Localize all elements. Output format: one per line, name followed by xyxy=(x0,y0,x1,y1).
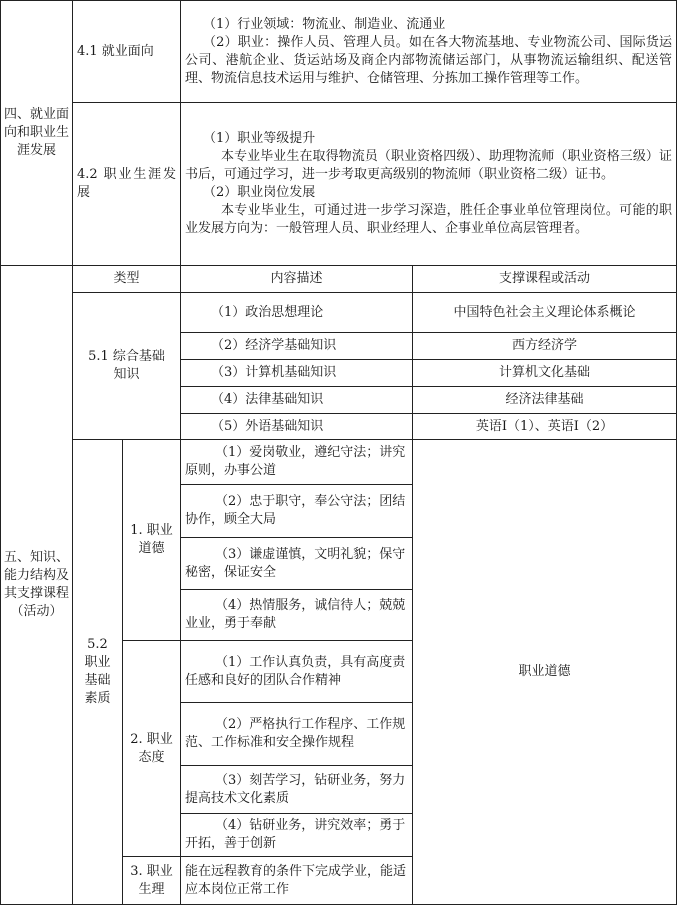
content-desc xyxy=(181,360,413,387)
desc-text: （2）忠于职守，奉公守法；团结协作，顾全大局 xyxy=(185,494,406,527)
header-type: 类型 xyxy=(73,266,181,293)
content-desc xyxy=(181,766,413,814)
table-row xyxy=(1,293,677,333)
content-desc xyxy=(181,538,413,590)
table-row xyxy=(1,440,677,485)
section-5-title: 五、知识、能力结构及其支撑课程（活动） xyxy=(1,266,73,905)
group-label-attitude: 2. 职业态度 xyxy=(123,641,181,857)
content-desc xyxy=(181,703,413,766)
content-desc xyxy=(181,414,413,440)
desc-text: （5）外语基础知识 xyxy=(211,418,324,434)
table-row xyxy=(1,1,677,103)
group-label-physiology: 3. 职业生理 xyxy=(123,857,181,905)
desc-text: （1）爱岗敬业，遵纪守法；讲究原则，办事公道 xyxy=(185,445,406,478)
paragraph: 本专业毕业生在取得物流员（职业资格四级）、助理物流师（职业资格三级）证书后，可通过学习，进一步考取更高级别的物流师（职业资格二级）证书。 xyxy=(185,149,672,182)
desc-text: （2）经济学基础知识 xyxy=(211,338,337,353)
support-course: 英语Ⅰ（1）、英语Ⅰ（2） xyxy=(413,414,677,440)
desc-text: （4）热情服务，诚信待人；兢兢业业，勇于奉献 xyxy=(185,598,406,631)
paragraph: 本专业毕业生，可通过进一步学习深造，胜任企事业单位管理岗位。可能的职业发展方向为：一般管理人员、职业经理人、企事业单位高层管理者。 xyxy=(185,203,672,236)
content-desc xyxy=(181,814,413,857)
support-course: 西方经济学 xyxy=(413,333,677,360)
employment-desc xyxy=(181,1,677,103)
paragraph: （1）行业领域：物流业、制造业、流通业 xyxy=(203,16,446,32)
content-desc xyxy=(181,641,413,703)
content-desc xyxy=(181,590,413,641)
content-desc xyxy=(181,387,413,414)
support-course: 中国特色社会主义理论体系概论 xyxy=(413,293,677,333)
paragraph: （2）职业岗位发展 xyxy=(203,185,316,200)
header-desc: 内容描述 xyxy=(181,266,413,293)
paragraph: （2）职业：操作人员、管理人员。如在各大物流基地、专业物流公司、国际货运公司、港航企业、货运站场及商企内部物流储运部门，从事物流运输组织、配送管理、物流信息技术运用与维护、仓储管理、分拣加工操作管理等工作。 xyxy=(185,34,672,86)
paragraph: （1）职业等级提升 xyxy=(203,131,316,146)
content-desc xyxy=(181,333,413,360)
table-row xyxy=(1,103,677,266)
row-label-employment: 4.1 就业面向 xyxy=(73,1,181,103)
career-desc xyxy=(181,103,677,266)
desc-text: （3）刻苦学习，钻研业务，努力提高技术文化素质 xyxy=(185,772,406,806)
row-label-career: 4.2 职业生涯发展 xyxy=(73,103,181,266)
group-label-ethics: 1. 职业道德 xyxy=(123,440,181,641)
desc-text: （4）钻研业务，讲究效率；勇于开拓，善于创新 xyxy=(185,818,406,851)
desc-text: （1）工作认真负责，具有高度责任感和良好的团队合作精神 xyxy=(185,654,406,688)
desc-text: （3）谦虚谨慎，文明礼貌；保守秘密，保证安全 xyxy=(185,546,406,580)
desc-text: （4）法律基础知识 xyxy=(211,392,324,407)
support-course: 计算机文化基础 xyxy=(413,360,677,387)
header-support: 支撑课程或活动 xyxy=(413,266,677,293)
section-4-title: 四、就业面向和职业生涯发展 xyxy=(1,1,73,266)
support-course: 职业道德 xyxy=(413,440,677,905)
desc-text: （3）计算机基础知识 xyxy=(211,365,337,380)
desc-text: 能在远程教育的条件下完成学业，能适应本岗位正常工作 xyxy=(185,863,407,897)
support-course: 经济法律基础 xyxy=(413,387,677,414)
desc-text: （2）严格执行工作程序、工作规范、工作标准和安全操作规程 xyxy=(185,717,406,750)
content-desc xyxy=(181,485,413,538)
content-desc xyxy=(181,857,413,905)
content-desc xyxy=(181,293,413,333)
quality-label: 5.2 职业基础素质 xyxy=(73,440,123,905)
table-row xyxy=(1,266,677,293)
basic-knowledge-label: 5.1 综合基础知识 xyxy=(73,293,181,440)
desc-text: （1）政治思想理论 xyxy=(211,304,324,320)
content-desc xyxy=(181,440,413,485)
